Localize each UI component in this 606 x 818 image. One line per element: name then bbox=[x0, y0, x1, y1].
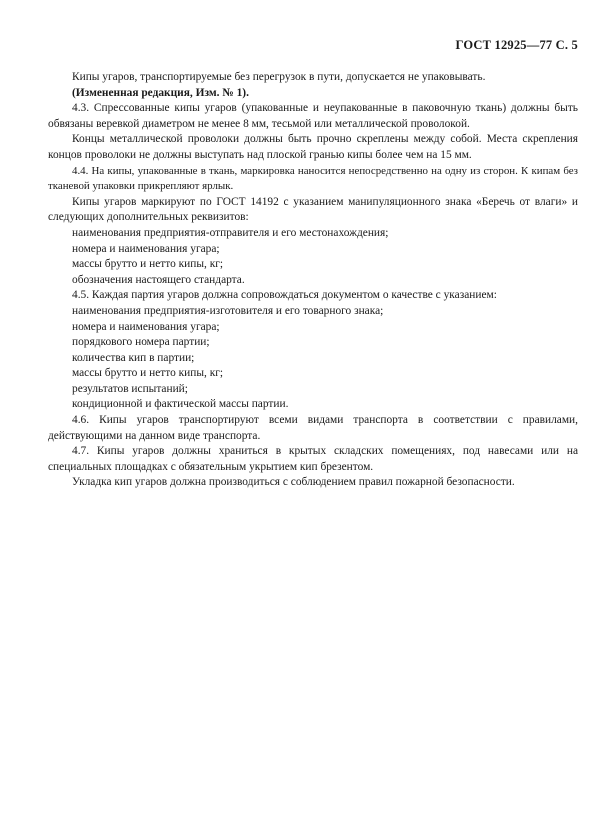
list-item: количества кип в партии; bbox=[72, 351, 195, 364]
list-item: результатов испытаний; bbox=[72, 382, 188, 395]
quality-list bbox=[48, 304, 578, 413]
list-item: массы брутто и нетто кипы, кг; bbox=[72, 367, 224, 380]
list-item: обозначения настоящего стандарта. bbox=[72, 273, 245, 286]
page-header: ГОСТ 12925—77 С. 5 bbox=[455, 38, 578, 52]
document-body bbox=[48, 70, 578, 491]
paragraph-wire-ends: Концы металлической проволоки должны быть прочно скреплены между собой. Места скрепления концов проволоки не должны выступать над плоской гранью кипы более чем на 15 мм. bbox=[48, 133, 578, 161]
paragraph-4-6: 4.6. Кипы угаров транспортируют всеми видами транспорта в соответствии с правилами, действующими на данном виде транспорта. bbox=[48, 414, 578, 442]
paragraph-4-3: 4.3. Спрессованные кипы угаров (упакованные и неупакованные в паковочную ткань) должны быть обвязаны веревкой диаметром не менее 8 мм, тесьмой или металлической проволокой. bbox=[48, 102, 578, 130]
marking-list bbox=[48, 226, 578, 288]
list-item: массы брутто и нетто кипы, кг; bbox=[72, 258, 224, 271]
paragraph-4-7: 4.7. Кипы угаров должны храниться в крытых складских помещениях, под навесами или на специальных площадках с обязательным укрытием кип брезентом. bbox=[48, 445, 578, 473]
list-item: номера и наименования угара; bbox=[72, 320, 220, 333]
list-item: порядкового номера партии; bbox=[72, 336, 210, 349]
paragraph-revision-note: (Измененная редакция, Изм. № 1). bbox=[72, 86, 249, 99]
list-item: номера и наименования угара; bbox=[72, 242, 220, 255]
paragraph-marking: Кипы угаров маркируют по ГОСТ 14192 с указанием манипуляционного знака «Беречь от влаги» и следующих дополнительных реквизитов: bbox=[48, 195, 578, 224]
list-item: наименования предприятия-отправителя и его местонахождения; bbox=[72, 226, 389, 239]
paragraph-stacking: Укладка кип угаров должна производиться с соблюдением правил пожарной безопасности. bbox=[72, 476, 515, 489]
paragraph-4-5: 4.5. Каждая партия угаров должна сопровождаться документом о качестве с указанием: bbox=[72, 289, 497, 302]
paragraph-unpacked: Кипы угаров, транспортируемые без перегрузок в пути, допускается не упаковывать. bbox=[72, 71, 486, 83]
list-item: кондиционной и фактической массы партии. bbox=[72, 398, 289, 411]
list-item: наименования предприятия-изготовителя и его товарного знака; bbox=[72, 304, 384, 317]
paragraph-4-4: 4.4. На кипы, упакованные в ткань, маркировка наносится непосредственно на одну из сторон. К кипам без тканевой упаковки прикрепляют ярлык. bbox=[48, 164, 578, 193]
